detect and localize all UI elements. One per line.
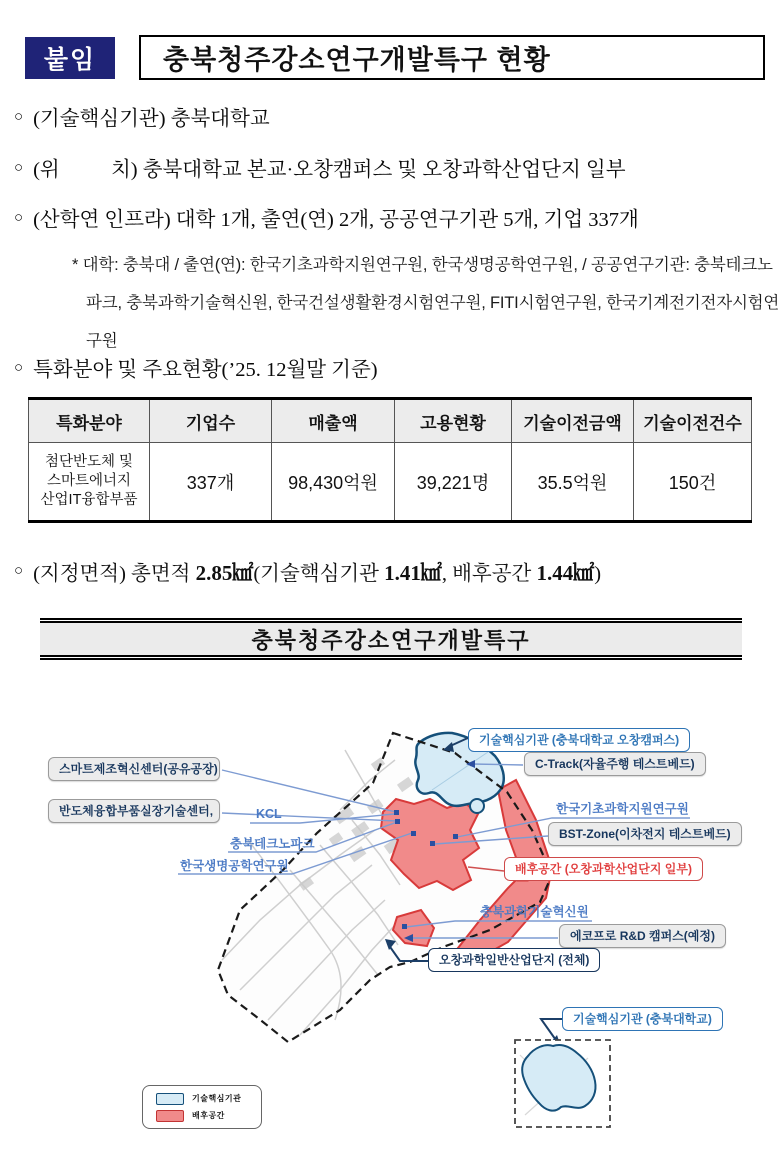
label-smart-manufacturing-center: 스마트제조혁신센터(공유공장) — [48, 757, 220, 781]
attachment-badge: 붙임 — [25, 37, 115, 79]
area-core: 1.41㎢ — [384, 561, 442, 585]
label-kcl: KCL — [256, 807, 282, 821]
table-cell-employment: 39,221명 — [395, 443, 512, 520]
table-header: 기술이전건수 — [634, 400, 752, 443]
area-mid: , 배후공간 — [441, 563, 537, 585]
status-table — [28, 397, 752, 523]
legend-swatch-core — [156, 1093, 184, 1105]
bullet-marker: ○ — [14, 359, 24, 376]
table-header: 고용현황 — [395, 400, 512, 443]
label-core-institution-cbnu: 기술핵심기관 (충북대학교) — [562, 1007, 723, 1031]
label-kbsi: 한국기초과학지원연구원 — [556, 802, 689, 816]
table-header: 기술이전금액 — [512, 400, 634, 443]
label-bst-zone: BST-Zone(이차전지 테스트베드) — [548, 822, 742, 846]
area-prefix: (지정면적) 총면적 — [33, 563, 196, 585]
field-line: 산업IT융합부품 — [40, 492, 138, 508]
footnote: * 대학: 충북대 / 출연(연): 한국기초과학지원연구원, 한국생명공학연구원, / 공공연구기관: 충북테크노파크, 충북과학기술혁신원, 한국건설생활환경시험연구원, FITI시험연구원, 한국기계전기전자시험연구원 — [72, 256, 780, 350]
table-header: 매출액 — [272, 400, 395, 443]
map-section-title: 충북청주강소연구개발특구 — [40, 623, 742, 655]
legend-item-hinterland — [156, 1110, 261, 1122]
bullet-marker: ○ — [14, 159, 24, 176]
legend-swatch-hinterland — [156, 1110, 184, 1122]
label-ochang-complex-all: 오창과학일반산업단지 (전체) — [428, 948, 600, 972]
label-cbsi: 충북과학기술혁신원 — [480, 905, 589, 919]
bullet-specialization — [14, 352, 378, 382]
field-line: 첨단반도체 및 — [44, 454, 134, 470]
map-section-bar — [40, 618, 742, 660]
area-hinterland: 1.44㎢ — [536, 561, 595, 585]
bullet-designated-area — [14, 556, 601, 587]
bullet-core-institution — [14, 101, 270, 131]
bullet-marker: ○ — [14, 563, 24, 579]
bullet-marker: ○ — [14, 209, 24, 226]
label-kribb: 한국생명공학연구원 — [180, 859, 289, 873]
table-cell-revenue: 98,430억원 — [272, 443, 395, 520]
legend-label: 배후공간 — [192, 1111, 225, 1120]
area-total: 2.85㎢ — [195, 561, 254, 585]
table-header: 기업수 — [150, 400, 272, 443]
legend-label: 기술핵심기관 — [192, 1094, 242, 1103]
bullet-text: (산학연 인프라) 대학 1개, 출연(연) 2개, 공공연구기관 5개, 기업 337개 — [33, 209, 639, 231]
label-chungbuk-technopark: 충북테크노파크 — [230, 837, 315, 851]
ctrack-site — [470, 799, 484, 813]
label-ctrack: C-Track(자율주행 테스트베드) — [524, 752, 706, 776]
table-cell-companies: 337개 — [150, 443, 272, 520]
legend-item-core — [156, 1093, 261, 1105]
area-mid: (기술핵심기관 — [253, 563, 385, 585]
label-ecopro: 에코프로 R&D 캠퍼스(예정) — [559, 924, 726, 948]
table-cell-field — [28, 443, 150, 520]
bullet-text: 특화분야 및 주요현황(’25. 12월말 기준) — [33, 359, 378, 381]
area-suffix: ) — [594, 563, 602, 585]
table-cell-transfer-amount: 35.5억원 — [512, 443, 634, 520]
field-line: 스마트에너지 — [46, 473, 132, 489]
table-header: 특화분야 — [28, 400, 150, 443]
bullet-text: (위 치) 충북대학교 본교·오창캠퍼스 및 오창과학산업단지 일부 — [33, 159, 626, 181]
area-text — [33, 556, 601, 587]
bullet-infra — [14, 202, 639, 232]
page-title: 충북청주강소연구개발특구 현황 — [139, 35, 765, 80]
table-cell-transfer-count: 150건 — [634, 443, 752, 520]
map-legend — [142, 1085, 262, 1129]
bullet-marker: ○ — [14, 108, 24, 125]
label-semiconductor-center: 반도체융합부품실장기술센터, — [48, 799, 220, 823]
bullet-text: (기술핵심기관) 충북대학교 — [33, 108, 270, 130]
label-hinterland: 배후공간 (오창과학산업단지 일부) — [504, 857, 703, 881]
label-core-institution-ochang: 기술핵심기관 (충북대학교 오창캠퍼스) — [468, 728, 690, 752]
bullet-location — [14, 152, 626, 182]
